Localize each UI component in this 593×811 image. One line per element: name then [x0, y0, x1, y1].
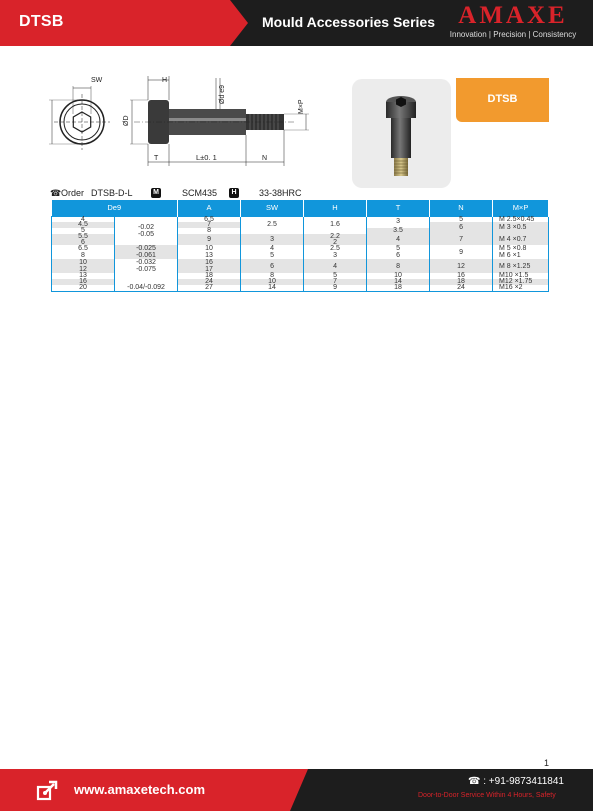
cell-d: 13 [52, 273, 115, 279]
header-t: T [367, 200, 430, 216]
tol-3b: -0.075 [136, 266, 156, 274]
cell-n: 6 [430, 222, 493, 234]
phone-icon: ☎ [50, 188, 62, 198]
cell-mxp: M12 ×1.75 [493, 279, 549, 285]
cell-sw: 8 [241, 273, 304, 279]
website-link[interactable]: www.amaxetech.com [74, 782, 206, 797]
tol-1a: -0.02 [138, 223, 154, 231]
cell-sw: 4 [241, 245, 304, 252]
cell-d: 5.5 [52, 234, 115, 240]
cell-mxp: M16 ×2 [493, 285, 549, 291]
cell-t: 8 [367, 259, 430, 273]
dim-label-n: N [262, 155, 268, 162]
cell-h: 3 [304, 252, 367, 259]
cell-a: 27 [178, 285, 241, 291]
cell-t: 3 [367, 216, 430, 228]
dim-label-t: T [154, 155, 159, 162]
cell-mxp: M 6 ×1 [493, 252, 549, 259]
technical-drawing [44, 70, 334, 185]
cell-n: 24 [430, 285, 493, 291]
cell-t: 14 [367, 279, 430, 285]
product-photo [368, 84, 434, 184]
header-h: H [304, 200, 367, 216]
material-badge: M [151, 188, 161, 198]
cell-mxp: M 3 ×0.5 [493, 222, 549, 234]
product-code-title: DTSB [19, 13, 64, 30]
brand-tagline: Innovation | Precision | Consistency [449, 30, 577, 39]
cell-t: 18 [367, 285, 430, 291]
dim-label-l: L±0. 1 [196, 153, 217, 162]
order-code: DTSB-D-L [91, 188, 133, 198]
cell-h: 2.2 [304, 234, 367, 240]
cell-sw: 14 [241, 285, 304, 291]
header-sw: SW [241, 200, 304, 216]
dim-label-d: ØD [123, 115, 130, 126]
series-title: Mould Accessories Series [262, 14, 436, 30]
cell-n: 18 [430, 279, 493, 285]
cell-a: 17 [178, 266, 241, 273]
cell-n: 5 [430, 216, 493, 222]
cell-tolerance-3 [115, 259, 178, 273]
cell-sw: 6 [241, 259, 304, 273]
cell-mxp: M 2.5×0.45 [493, 216, 549, 222]
dim-label-h: H [162, 77, 168, 84]
cell-h: 4 [304, 259, 367, 273]
cell-a: 16 [178, 259, 241, 266]
product-tag [456, 78, 549, 122]
cell-sw: 10 [241, 279, 304, 285]
table-row [52, 245, 549, 252]
cell-d: 20 [52, 285, 115, 291]
table-row [52, 285, 549, 291]
cell-mxp: M 5 ×0.8 [493, 245, 549, 252]
phone-number-text: : +91-9873411841 [483, 776, 564, 787]
header-a: A [178, 200, 241, 216]
cell-t: 5 [367, 245, 430, 252]
cell-h: 9 [304, 285, 367, 291]
cell-a: 9 [178, 234, 241, 246]
header-mxp: M×P [493, 200, 549, 216]
cell-n: 9 [430, 245, 493, 259]
cell-a: 24 [178, 279, 241, 285]
cell-sw: 3 [241, 234, 304, 246]
phone-number[interactable]: ☎ : +91-9873411841 [468, 776, 564, 787]
page-number: 1 [544, 758, 550, 768]
cell-tolerance-2 [115, 245, 178, 259]
header-n: N [430, 200, 493, 216]
cell-n: 16 [430, 273, 493, 279]
cell-a: 7 [178, 222, 241, 228]
hardness-value: 33-38HRC [259, 188, 302, 198]
cell-d: 4 [52, 216, 115, 222]
cell-t: 10 [367, 273, 430, 279]
tol-2a: -0.025 [136, 245, 156, 253]
cell-a: 13 [178, 252, 241, 259]
service-note: Door-to-Door Service Within 4 Hours, Safety [418, 792, 556, 799]
cell-d: 8 [52, 252, 115, 259]
tol-2b: -0.061 [136, 252, 156, 260]
hardness-badge: H [229, 188, 239, 198]
cell-a: 10 [178, 245, 241, 252]
cell-a: 18 [178, 273, 241, 279]
cell-d: 4.5 [52, 222, 115, 228]
cell-h: 1.6 [304, 216, 367, 234]
product-tag-label: DTSB [487, 93, 518, 105]
cell-h: 2 [304, 240, 367, 246]
cell-h: 5 [304, 273, 367, 279]
cell-d: 6 [52, 240, 115, 246]
cell-sw: 2.5 [241, 216, 304, 234]
cell-d: 10 [52, 259, 115, 266]
cell-sw: 5 [241, 252, 304, 259]
material-value: SCM435 [182, 188, 218, 198]
spec-table [51, 200, 549, 292]
cell-d: 5 [52, 228, 115, 234]
table-row [52, 259, 549, 266]
cell-t: 4 [367, 234, 430, 246]
dim-label-mxp: M×P [298, 99, 305, 114]
cell-a: 6.5 [178, 216, 241, 222]
brand-name: AMAXE [458, 2, 568, 29]
cell-t: 6 [367, 252, 430, 259]
cell-h: 7 [304, 279, 367, 285]
cell-mxp: M10 ×1.5 [493, 273, 549, 279]
web-link-icon [36, 777, 62, 803]
cell-a: 8 [178, 228, 241, 234]
dim-label-sw: SW [91, 77, 103, 84]
cell-d: 12 [52, 266, 115, 273]
header-de9: De9 [52, 200, 178, 216]
cell-d: 16 [52, 279, 115, 285]
table-header-row [52, 200, 549, 216]
cell-h: 2.5 [304, 245, 367, 252]
cell-n: 12 [430, 259, 493, 273]
cell-t: 3.5 [367, 228, 430, 234]
cell-mxp: M 4 ×0.7 [493, 234, 549, 246]
tol-1b: -0.05 [138, 230, 154, 238]
cell-d: 6.5 [52, 245, 115, 252]
cell-tolerance-4: -0.04/-0.092 [115, 285, 178, 291]
tol-3a: -0.032 [136, 259, 156, 267]
dim-label-dd: Ød e9 [219, 84, 226, 104]
order-label: Order [61, 188, 85, 198]
cell-tolerance-1 [115, 216, 178, 245]
brand-logo [440, 4, 586, 42]
cell-mxp: M 8 ×1.25 [493, 259, 549, 273]
cell-n: 7 [430, 234, 493, 246]
